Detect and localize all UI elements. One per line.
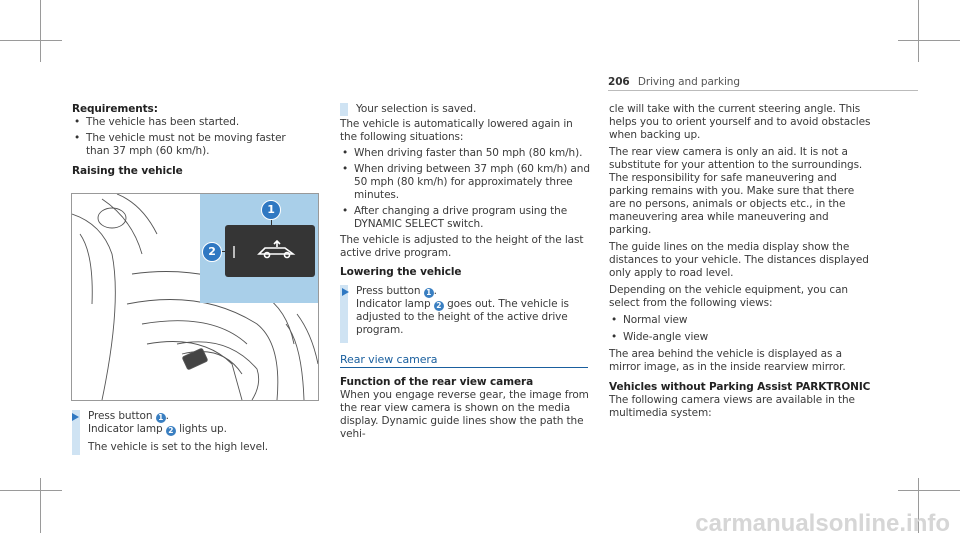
button-badge-1: 1 bbox=[156, 413, 166, 423]
raising-title: Raising the vehicle bbox=[72, 165, 183, 177]
situation-item: • When driving between 37 mph (60 km/h) and 50 mph (80 km/h) for approximately three minutes. bbox=[340, 163, 590, 202]
paragraph: The rear view camera is only an aid. It is not a substitute for your attention to the surroundings. The responsibility for safe maneuvering and parking remains with you. Make sure that there are no persons, animals or objects etc., in the maneuvering area while maneuvering and parking. bbox=[609, 146, 863, 236]
situation-item: • After changing a drive program using the DYNAMIC SELECT switch. bbox=[340, 205, 590, 231]
requirement-item: • The vehicle must not be moving faster than 37 mph (60 km/h). bbox=[72, 132, 304, 158]
paragraph: The area behind the vehicle is displayed as a mirror image, as in the inside rearview mirror. bbox=[609, 348, 846, 373]
crop-mark bbox=[898, 40, 960, 41]
paragraph: The guide lines on the media display show the distances to your vehicle. The distances displayed only apply to road level. bbox=[609, 241, 869, 279]
step-press-label: Press button bbox=[356, 285, 421, 297]
figure-callout-1: 1 bbox=[261, 200, 281, 220]
figure-callout-2: 2 bbox=[202, 242, 222, 262]
lamp-prefix: Indicator lamp bbox=[356, 298, 431, 310]
situation-item: • When driving faster than 50 mph (80 km/h). bbox=[340, 147, 590, 160]
console-figure bbox=[71, 193, 319, 401]
step-arrow-icon bbox=[342, 288, 349, 296]
page-number: 206 bbox=[608, 76, 630, 88]
auto-lowered-text: The vehicle is automatically lowered again in the following situations: bbox=[340, 118, 573, 143]
requirements-title: Requirements: bbox=[72, 103, 158, 115]
lamp-suffix: goes out. The vehicle is adjusted to the height of the active drive program. bbox=[356, 298, 569, 336]
paragraph: The following camera views are available in the multimedia system: bbox=[609, 394, 855, 419]
crop-mark bbox=[918, 0, 919, 62]
paragraph: cle will take with the current steering angle. This helps you to orient yourself and to avoid obstacles when backing up. bbox=[609, 103, 871, 141]
view-item: • Wide-angle view bbox=[609, 331, 871, 344]
lamp-text bbox=[88, 423, 304, 436]
result-text: The vehicle is set to the high level. bbox=[88, 441, 268, 453]
crop-mark bbox=[40, 478, 41, 533]
rear-camera-heading: Rear view camera bbox=[340, 353, 438, 366]
lamp-badge-2: 2 bbox=[166, 426, 176, 436]
callout-line-2 bbox=[221, 251, 233, 252]
step-arrow-icon bbox=[72, 413, 79, 421]
lamp-badge-2: 2 bbox=[434, 301, 444, 311]
page-header bbox=[608, 76, 918, 89]
section-title: Driving and parking bbox=[637, 76, 740, 88]
raising-instruction bbox=[72, 410, 304, 454]
step-press-label: Press button bbox=[88, 410, 153, 422]
right-column bbox=[609, 103, 871, 420]
function-text: When you engage reverse gear, the image from the rear view camera is shown on the media display. Dynamic guide lines show the path the vehi- bbox=[340, 389, 589, 440]
crop-mark bbox=[0, 490, 62, 491]
lamp-text bbox=[356, 298, 590, 337]
vehicle-lift-icon bbox=[255, 240, 299, 262]
parktronic-title: Vehicles without Parking Assist PARKTRONIC bbox=[609, 381, 871, 393]
adjusted-text: The vehicle is adjusted to the height of the last active drive program. bbox=[340, 234, 584, 259]
paragraph: Depending on the vehicle equipment, you can select from the following views: bbox=[609, 284, 848, 309]
step-text: Press button 1 . bbox=[88, 410, 169, 422]
function-title: Function of the rear view camera bbox=[340, 376, 534, 388]
view-item: • Normal view bbox=[609, 314, 871, 327]
header-rule bbox=[608, 90, 918, 91]
crop-mark bbox=[0, 40, 62, 41]
watermark-text: carmanualsonline.info bbox=[695, 510, 950, 537]
instruction-bar bbox=[340, 103, 348, 116]
left-column bbox=[72, 103, 304, 178]
zoom-button-panel bbox=[225, 225, 315, 277]
middle-column bbox=[340, 103, 590, 441]
button-badge-1: 1 bbox=[424, 288, 434, 298]
crop-mark bbox=[898, 490, 960, 491]
lamp-suffix: lights up. bbox=[179, 423, 227, 435]
saved-text: Your selection is saved. bbox=[356, 103, 477, 115]
indicator-lamp bbox=[233, 246, 235, 258]
requirement-item: • The vehicle has been started. bbox=[72, 116, 304, 129]
lamp-prefix: Indicator lamp bbox=[88, 423, 163, 435]
crop-mark bbox=[40, 0, 41, 62]
heading-rule bbox=[340, 367, 588, 368]
step-text: Press button 1 . bbox=[356, 285, 437, 297]
lowering-title: Lowering the vehicle bbox=[340, 266, 462, 278]
